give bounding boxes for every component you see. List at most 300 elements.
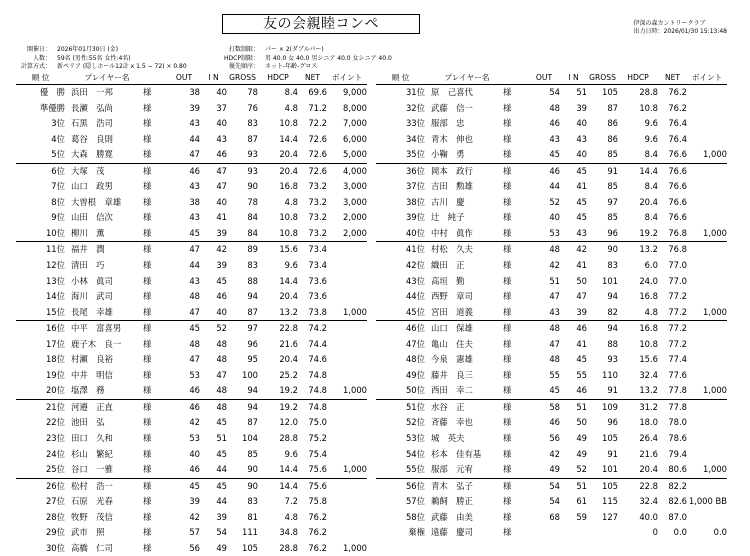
cell-net: 87.0	[668, 511, 687, 522]
cell-net: 77.2	[668, 306, 687, 317]
cell-hdcp: 22.8	[618, 478, 658, 494]
cell-net: 73.2	[308, 227, 327, 238]
table-row	[376, 116, 727, 132]
cell-sama: 様	[503, 354, 512, 365]
cell-gross: 83	[247, 496, 258, 507]
cell-sama: 様	[143, 399, 168, 415]
cell-hdcp: 19.2	[258, 399, 298, 415]
cell-hdcp: 8.4	[644, 149, 658, 160]
cell-rank: 50位	[405, 385, 425, 396]
cell-out: 55	[549, 369, 560, 380]
cell-hdcp: 10.8	[639, 102, 658, 113]
cell-name: 福井 潤	[71, 242, 143, 258]
info-value: パー × 2(ダブルパー)	[265, 46, 324, 53]
info-value: ネット-年齢-グロス	[265, 63, 318, 71]
cell-name: 服部 元宥	[431, 464, 473, 475]
cell-rank: 39位	[405, 212, 425, 223]
cell-hdcp: 31.2	[618, 399, 658, 415]
cell-point	[687, 116, 727, 132]
cell-sama: 様	[503, 181, 512, 192]
cell-point	[687, 337, 727, 353]
cell-out	[528, 525, 560, 541]
table-row	[376, 321, 727, 337]
cell-gross: 93	[227, 163, 258, 179]
cell-name: 中井 明信	[71, 369, 113, 380]
cell-out: 57	[189, 527, 200, 538]
cell-sama: 様	[143, 385, 152, 396]
cell-sama: 様	[143, 102, 152, 113]
cell-in: 59	[576, 511, 587, 522]
cell-in: 40	[576, 149, 587, 160]
cell-out: 54	[549, 87, 560, 97]
cell-net: 76.4	[668, 118, 687, 129]
cell-point	[687, 132, 727, 148]
cell-name: 葛谷 良則	[71, 133, 113, 144]
table-row	[376, 258, 727, 274]
cell-out: 47	[189, 306, 200, 317]
table-row	[376, 305, 727, 321]
cell-in: 51	[216, 433, 227, 444]
cell-in: 37	[216, 102, 227, 113]
cell-in: 48	[200, 399, 227, 415]
table-row	[16, 352, 367, 368]
cell-hdcp: 10.8	[279, 227, 298, 238]
cell-sama: 様	[143, 448, 152, 459]
cell-in: 47	[200, 163, 227, 179]
cell-hdcp: 15.6	[258, 242, 298, 258]
cell-rank: 49位	[405, 369, 425, 380]
table-row	[376, 195, 727, 211]
cell-in: 39	[216, 511, 227, 522]
table-row	[16, 494, 367, 510]
cell-point: 1,000	[343, 306, 367, 317]
table-row	[376, 399, 727, 415]
cell-in: 55	[576, 369, 587, 380]
cell-out: 46	[168, 163, 200, 179]
cell-rank: 10位	[45, 227, 65, 238]
cell-point: 1,000	[703, 385, 727, 396]
cell-sama: 様	[143, 227, 152, 238]
cell-hdcp: 9.6	[644, 133, 658, 144]
cell-point: 9,000	[343, 87, 367, 97]
cell-point	[687, 163, 727, 179]
cell-point	[327, 494, 367, 510]
cell-rank: 8位	[51, 196, 65, 207]
cell-net: 78.0	[668, 417, 687, 428]
cell-hdcp: 28.8	[639, 87, 658, 97]
info-value: 新ペリア (隠しホール12計 x 1.5 − 72) × 0.80	[57, 63, 187, 71]
table-row	[16, 163, 367, 179]
table-row	[16, 478, 367, 494]
cell-sama: 様	[143, 275, 152, 286]
cell-out: 42	[189, 417, 200, 428]
cell-net: 77.2	[658, 321, 687, 337]
cell-point	[327, 510, 367, 526]
cell-out: 45	[168, 321, 200, 337]
cell-name: 河邉 正直	[71, 399, 143, 415]
cell-out: 46	[549, 118, 560, 129]
cell-point: 1,000	[703, 149, 727, 160]
info-row	[200, 46, 392, 55]
cell-sama: 様	[143, 433, 152, 444]
cell-point	[687, 510, 727, 526]
cell-net: 76.2	[668, 87, 687, 97]
cell-in: 52	[576, 464, 587, 475]
table-row	[376, 525, 727, 541]
cell-name: 今泉 憲雄	[431, 354, 473, 365]
cell-in: 48	[216, 385, 227, 396]
cell-sama: 様	[503, 260, 512, 271]
cell-gross: 94	[247, 291, 258, 302]
cell-name: 大森 勝寛	[71, 149, 113, 160]
cell-point	[327, 431, 367, 447]
cell-rank: 18位	[45, 354, 65, 365]
cell-sama: 様	[503, 369, 512, 380]
cell-net: 79.4	[668, 448, 687, 459]
cell-out: 53	[549, 227, 560, 238]
cell-name: 山田 信次	[71, 212, 113, 223]
cell-sama: 様	[143, 464, 152, 475]
cell-point: 8,000	[343, 102, 367, 113]
cell-point	[687, 274, 727, 290]
cell-out: 39	[189, 496, 200, 507]
table-row	[376, 478, 727, 494]
cell-net: 72.6	[298, 163, 327, 179]
cell-sama: 様	[503, 291, 512, 302]
cell-hdcp: 16.8	[279, 181, 298, 192]
cell-hdcp: 9.6	[644, 118, 658, 129]
cell-rank: 46位	[376, 321, 431, 337]
table-header	[376, 72, 727, 85]
cell-gross: 94	[227, 399, 258, 415]
cell-point	[687, 289, 727, 305]
cell-hdcp: 4.8	[284, 196, 298, 207]
header-gross: GROSS	[587, 72, 618, 85]
info-value: 2026年01月30日 (金)	[57, 46, 119, 53]
cell-rank: 27位	[45, 496, 65, 507]
cell-net: 73.2	[308, 181, 327, 192]
cell-point: 1,000	[343, 464, 367, 475]
cell-point	[327, 289, 367, 305]
cell-gross: 89	[227, 242, 258, 258]
cell-gross: 105	[602, 433, 618, 444]
cell-hdcp: 14.4	[279, 133, 298, 144]
cell-in: 46	[560, 321, 587, 337]
cell-sama: 様	[503, 321, 528, 337]
cell-rank: 12位	[45, 260, 65, 271]
cell-point	[327, 478, 367, 494]
cell-point	[687, 258, 727, 274]
cell-name: 杉本 佳有基	[431, 448, 482, 459]
cell-net: 77.8	[658, 399, 687, 415]
cell-name: 織田 正	[431, 260, 465, 271]
table-row	[376, 368, 727, 384]
cell-name: 牧野 茂信	[71, 511, 113, 522]
cell-out: 48	[549, 354, 560, 365]
cell-out: 46	[189, 385, 200, 396]
cell-hdcp: 6.0	[644, 260, 658, 271]
cell-sama: 様	[143, 242, 168, 258]
table-row	[376, 85, 727, 101]
cell-out: 54	[549, 496, 560, 507]
cell-hdcp: 16.8	[639, 291, 658, 302]
cell-gross: 76	[247, 102, 258, 113]
cell-net: 77.4	[668, 354, 687, 365]
cell-hdcp: 20.4	[639, 464, 658, 475]
cell-point	[327, 352, 367, 368]
cell-rank: 優 勝	[39, 87, 65, 97]
club-name: 伊深の森カントリークラブ	[633, 20, 706, 27]
cell-in: 39	[216, 260, 227, 271]
cell-sama: 様	[503, 527, 512, 538]
cell-name: 吉田 勲雄	[431, 181, 473, 192]
cell-point	[687, 321, 727, 337]
cell-name: 石原 光春	[71, 496, 113, 507]
header-point: ポイント	[327, 72, 367, 85]
cell-out: 42	[189, 511, 200, 522]
cell-rank: 36位	[376, 163, 431, 179]
cell-hdcp: 15.6	[639, 354, 658, 365]
cell-sama: 様	[503, 102, 512, 113]
cell-sama: 様	[503, 478, 528, 494]
table-row	[376, 132, 727, 148]
header-name: プレイヤー名	[431, 72, 503, 85]
cell-sama: 様	[503, 306, 512, 317]
cell-name: 池田 弘	[71, 417, 105, 428]
cell-gross: 91	[607, 385, 618, 396]
cell-sama: 様	[143, 417, 152, 428]
cell-out: 43	[549, 306, 560, 317]
cell-point	[687, 368, 727, 384]
cell-in: 43	[216, 133, 227, 144]
cell-in: 61	[576, 496, 587, 507]
cell-gross: 87	[247, 133, 258, 144]
cell-rank: 4位	[51, 133, 65, 144]
cell-rank: 35位	[405, 149, 425, 160]
cell-sama: 様	[143, 196, 152, 207]
cell-name: 田口 久和	[71, 433, 113, 444]
results-table-right	[376, 72, 727, 541]
cell-in: 51	[560, 478, 587, 494]
cell-out: 44	[189, 133, 200, 144]
cell-rank: 28位	[45, 511, 65, 522]
cell-gross	[587, 525, 618, 541]
cell-in	[560, 525, 587, 541]
cell-sama: 様	[143, 163, 168, 179]
cell-name: 長尾 幸雄	[71, 306, 113, 317]
cell-point: 1,000	[703, 464, 727, 475]
cell-out: 40	[189, 448, 200, 459]
cell-rank: 44位	[405, 291, 425, 302]
cell-in: 39	[576, 102, 587, 113]
cell-gross: 94	[247, 385, 258, 396]
table-row	[16, 337, 367, 353]
cell-name: 谷口 一雅	[71, 464, 113, 475]
cell-hdcp: 19.2	[639, 227, 658, 238]
cell-gross: 85	[607, 212, 618, 223]
cell-point: 4,000	[327, 163, 367, 179]
cell-name: 清田 巧	[71, 260, 105, 271]
table-row	[376, 226, 727, 242]
cell-sama: 様	[143, 181, 152, 192]
cell-gross: 105	[242, 542, 258, 553]
cell-sama: 様	[143, 511, 152, 522]
cell-point	[687, 195, 727, 211]
cell-in: 41	[576, 338, 587, 349]
cell-rank: 43位	[405, 275, 425, 286]
cell-net: 82.2	[658, 478, 687, 494]
cell-hdcp: 12.0	[279, 417, 298, 428]
cell-hdcp: 18.0	[639, 417, 658, 428]
cell-in: 44	[216, 464, 227, 475]
cell-point: 1,000	[703, 227, 727, 238]
cell-gross: 100	[242, 369, 258, 380]
cell-out: 42	[549, 448, 560, 459]
cell-out: 44	[189, 260, 200, 271]
table-row	[16, 383, 367, 399]
cell-point	[327, 447, 367, 463]
cell-name: 杉山 繁紀	[71, 448, 113, 459]
info-key: 打数制限：	[228, 46, 259, 53]
event-info-right	[200, 46, 392, 72]
header-net: NET	[658, 72, 687, 85]
cell-sama: 様	[503, 448, 512, 459]
cell-rank: 47位	[405, 338, 425, 349]
cell-in: 45	[576, 212, 587, 223]
output-datetime: 2026/01/30 15:13:48	[663, 28, 727, 35]
cell-rank: 40位	[405, 227, 425, 238]
cell-rank: 34位	[405, 133, 425, 144]
cell-net: 73.6	[308, 275, 327, 286]
cell-in: 52	[200, 321, 227, 337]
cell-in: 45	[200, 478, 227, 494]
cell-net: 69.6	[308, 87, 327, 97]
cell-in: 49	[576, 433, 587, 444]
cell-hdcp: 32.4	[639, 369, 658, 380]
info-key: 優先順序：	[228, 63, 259, 71]
cell-in: 45	[216, 275, 227, 286]
cell-gross: 111	[242, 527, 258, 538]
cell-out: 56	[189, 542, 200, 553]
cell-net: 75.6	[298, 478, 327, 494]
cell-out: 47	[549, 291, 560, 302]
cell-hdcp: 10.8	[639, 338, 658, 349]
cell-name: 原 己喜代	[431, 87, 473, 97]
cell-hdcp: 4.8	[284, 102, 298, 113]
info-value: 59名 (男性:55名 女性:4名)	[57, 54, 131, 62]
cell-net: 82.6	[668, 496, 687, 507]
cell-out: 40	[549, 212, 560, 223]
cell-out: 56	[549, 433, 560, 444]
cell-net: 77.0	[668, 260, 687, 271]
cell-hdcp: 21.6	[639, 448, 658, 459]
cell-gross: 90	[247, 464, 258, 475]
cell-gross: 88	[607, 338, 618, 349]
output-datetime-row	[634, 28, 727, 36]
cell-in: 47	[576, 291, 587, 302]
info-row	[200, 63, 392, 72]
cell-hdcp: 8.4	[644, 181, 658, 192]
cell-out: 45	[549, 149, 560, 160]
cell-gross: 91	[607, 448, 618, 459]
cell-in: 40	[216, 196, 227, 207]
cell-out: 49	[549, 464, 560, 475]
cell-in: 40	[216, 118, 227, 129]
cell-point	[327, 368, 367, 384]
cell-gross: 84	[247, 227, 258, 238]
cell-in: 46	[216, 149, 227, 160]
cell-net: 74.8	[298, 399, 327, 415]
cell-rank: 16位	[16, 321, 71, 337]
cell-out: 46	[528, 163, 560, 179]
cell-hdcp: 20.4	[279, 291, 298, 302]
cell-out: 48	[528, 321, 560, 337]
table-row	[376, 415, 727, 431]
table-row	[376, 163, 727, 179]
cell-rank: 41位	[376, 242, 431, 258]
cell-point: 0.0	[713, 527, 727, 538]
table-row	[376, 274, 727, 290]
cell-net: 75.2	[308, 433, 327, 444]
cell-net: 72.2	[308, 118, 327, 129]
cell-name: 小鞠 勇	[431, 149, 465, 160]
cell-net: 76.4	[668, 133, 687, 144]
cell-point	[327, 274, 367, 290]
cell-gross: 86	[607, 118, 618, 129]
cell-name: 武藤 由美	[431, 511, 473, 522]
cell-name: 水谷 正	[431, 399, 503, 415]
table-row	[16, 321, 367, 337]
cell-hdcp: 13.2	[279, 306, 298, 317]
cell-hdcp: 13.2	[639, 385, 658, 396]
cell-point	[327, 242, 367, 258]
cell-gross: 96	[247, 338, 258, 349]
cell-sama: 様	[143, 496, 152, 507]
cell-name: 山口 保雄	[431, 321, 503, 337]
cell-sama: 様	[143, 212, 152, 223]
cell-hdcp: 9.6	[284, 448, 298, 459]
cell-out: 48	[189, 291, 200, 302]
cell-rank: 棄権	[408, 527, 425, 538]
cell-sama: 様	[503, 433, 512, 444]
cell-in: 41	[576, 260, 587, 271]
cell-point	[687, 447, 727, 463]
header-rank: 順 位	[16, 72, 71, 85]
cell-name: 村瀬 良裕	[71, 354, 113, 365]
header-name: プレイヤー名	[71, 72, 143, 85]
cell-out: 47	[189, 149, 200, 160]
cell-name: 鵜飼 勝正	[431, 496, 473, 507]
cell-in: 54	[216, 527, 227, 538]
cell-out: 53	[189, 433, 200, 444]
cell-net: 75.6	[308, 464, 327, 475]
cell-hdcp: 20.4	[279, 354, 298, 365]
cell-name: 塩澤 務	[71, 385, 105, 396]
cell-gross: 82	[607, 306, 618, 317]
cell-gross: 93	[247, 149, 258, 160]
cell-hdcp: 13.2	[618, 242, 658, 258]
cell-rank: 26位	[16, 478, 71, 494]
cell-hdcp: 20.4	[639, 196, 658, 207]
cell-out: 48	[528, 242, 560, 258]
cell-sama: 様	[503, 338, 512, 349]
cell-rank: 45位	[405, 306, 425, 317]
cell-gross: 85	[607, 181, 618, 192]
cell-name: 小林 眞司	[71, 275, 113, 286]
cell-hdcp: 40.0	[639, 511, 658, 522]
cell-sama: 様	[503, 227, 512, 238]
table-row	[16, 85, 367, 101]
